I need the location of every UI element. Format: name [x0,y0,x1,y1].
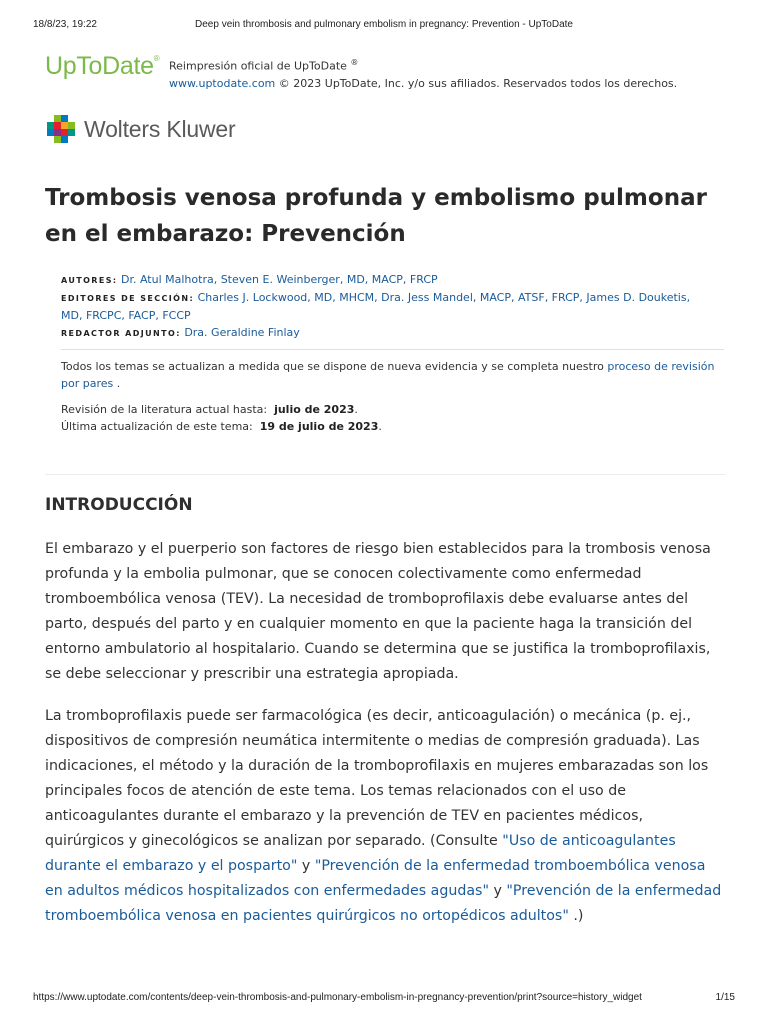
section-editors-label: EDITORES DE SECCIÓN [61,294,190,303]
conjunction: y [297,858,315,874]
section-editors-link[interactable]: Charles J. Lockwood, MD, MHCM, Dra. Jess Mandel, MACP, ATSF, FRCP, James D. Douketis, MD, FRCPC, FACP, FCCP [61,291,691,322]
authors-label: AUTORES [61,276,113,285]
link-anticoagulants-pregnancy[interactable]: "Uso de anticoagulantes durante el embarazo y el posparto" [45,833,676,874]
reprint-label: Reimpresión oficial de UpToDate [169,59,347,73]
wolters-kluwer-logo [45,113,345,147]
review-dates [61,401,382,435]
review-note [61,358,721,392]
uptodate-logo-text: UpToDate [45,52,154,80]
article-title: Trombosis venosa profunda y embolismo pulmonar en el embarazo: Prevención [45,185,707,247]
publisher-name: Wolters Kluwer [84,116,236,142]
review-note-end: . [113,377,121,390]
lit-review-line: Revisión de la literatura actual hasta: julio de 2023. [61,403,358,416]
print-header [0,19,768,33]
last-update-date: 19 de julio de 2023 [259,420,379,433]
divider [61,349,724,350]
link-vte-prevention-medical[interactable]: "Prevención de la enfermedad tromboembólica venosa en adultos médicos hospitalizados con enfermedades agudas" [45,858,706,899]
reprint-registered-mark: ® [350,58,359,67]
section-editors-line: EDITORES DE SECCIÓN: Charles J. Lockwood, MD, MHCM, Dra. Jess Mandel, MACP, ATSF, FRCP, James D. Douketis, MD, FRCPC, FACP, FCCP [61,291,691,322]
print-url: https://www.uptodate.com/contents/deep-vein-thrombosis-and-pulmonary-embolism-in-pregnancy-prevention/print?source=history_widget [33,992,642,1003]
section-divider [45,474,725,475]
intro-p2-end: .) [568,908,584,924]
intro-paragraph-1: El embarazo y el puerperio son factores de riesgo bien establecidos para la trombosis venosa profunda y la embolia pulmonar, que se conocen colectivamente como enfermedad tromboembólica venosa (TEV). La necesidad de tromboprofilaxis debe evaluarse antes del parto, después del parto y en cualquier momento en que la paciente haga la transición del entorno ambulatorio al hospitalario. Cuando se determina que se justifica la tromboprofilaxis, se debe seleccionar y prescribir una estrategia apropiada. [45,541,711,682]
deputy-editor-label: REDACTOR ADJUNTO [61,329,177,338]
deputy-editor-link[interactable]: Dra. Geraldine Finlay [184,326,300,339]
uptodate-logo [45,52,159,81]
wolters-kluwer-mark-icon [45,113,77,145]
print-datetime: 18/8/23, 19:22 [33,19,97,30]
peer-review-link[interactable]: proceso de revisión por pares [61,360,715,390]
print-page-title: Deep vein thrombosis and pulmonary embolism in pregnancy: Prevention - UpToDate [195,19,573,30]
authors-line: AUTORES: Dr. Atul Malhotra, Steven E. Weinberger, MD, MACP, FRCP [61,273,438,286]
lit-review-label: Revisión de la literatura actual hasta: [61,403,268,416]
section-heading-introduction: INTRODUCCIÓN [45,495,193,515]
brand-row [45,52,735,92]
link-vte-prevention-surgical[interactable]: "Prevención de la enfermedad tromboembólica venosa en pacientes quirúrgicos no ortopédicos adultos" [45,883,722,924]
reprint-block [169,54,677,92]
copyright-text: © 2023 UpToDate, Inc. y/o sus afiliados. Reservados todos los derechos. [278,76,678,90]
last-update-line: Última actualización de este tema: 19 de julio de 2023. [61,420,382,433]
intro-paragraph-2 [45,704,725,929]
lit-review-date: julio de 2023 [274,403,355,416]
print-page-number: 1/15 [715,992,735,1003]
review-note-text: Todos los temas se actualizan a medida que se dispone de nueva evidencia y se completa nuestro [61,360,604,373]
print-footer [0,992,768,1006]
article-credits [61,271,701,342]
conjunction: y [488,883,507,899]
authors-link[interactable]: Dr. Atul Malhotra, Steven E. Weinberger, MD, MACP, FRCP [121,273,438,286]
intro-p2-text: La tromboprofilaxis puede ser farmacológica (es decir, anticoagulación) o mecánica (p. ej., dispositivos de compresión neumática intermitente o medias de compresión graduada). Las indicaciones, el método y la duración de la tromboprofilaxis en mujeres embarazadas son los principales focos de atención de este tema. Los temas relacionados con el uso de anticoagulantes durante el embarazo y la prevención de TEV en pacientes médicos, quirúrgicos y ginecológicos se analizan por separado. (Consulte [45,708,709,849]
last-update-label: Última actualización de este tema: [61,420,253,433]
site-link[interactable]: www.uptodate.com [169,76,276,90]
registered-mark: ® [153,54,160,63]
deputy-editor-line: REDACTOR ADJUNTO: Dra. Geraldine Finlay [61,326,300,339]
